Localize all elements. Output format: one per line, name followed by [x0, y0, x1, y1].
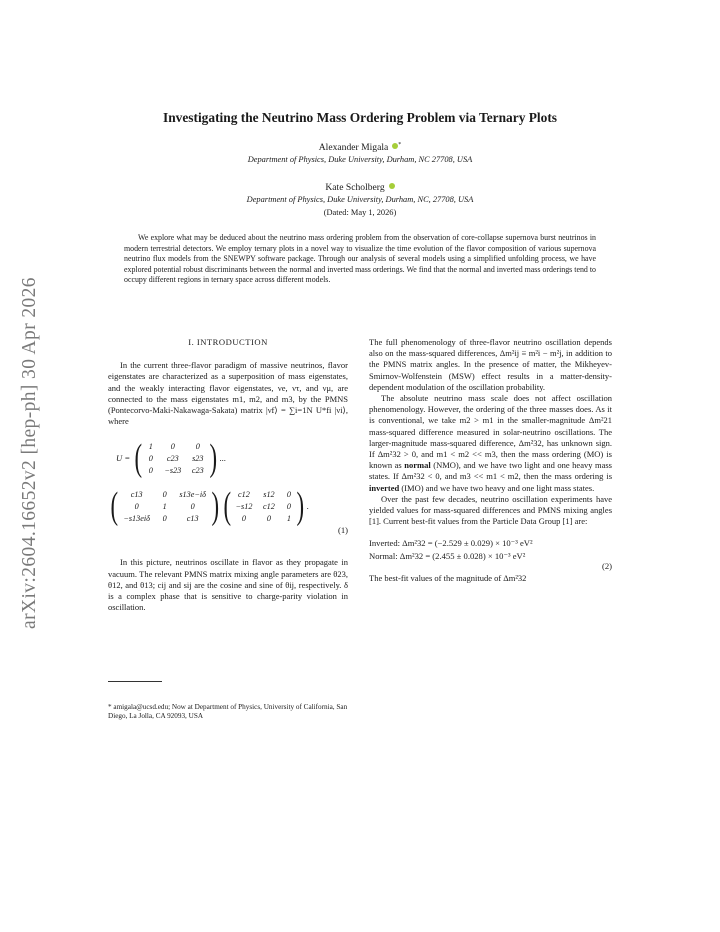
equation-2: [369, 537, 612, 572]
right-paragraph-4: The best-fit values of the magnitude of Δm²32: [369, 573, 527, 584]
matrix-13: c13 0 s13e−iδ 0 1 0 −s13eiδ 0 c13: [123, 489, 206, 524]
author-name: Alexander Migala: [318, 142, 389, 154]
arxiv-stamp: [10, 0, 50, 932]
right-paragraph-2: The absolute neutrino mass scale does not affect oscillation phenomenology. However, the ordering of the three masses does. As it is conventional, we take m2 > m1 in the smaller-magnitude Δm²21 mass-squared difference measured in solar-neutrino oscillations. The larger-magnitude mass-squared difference, Δm²32, has unknown sign. If Δm²32 > 0, and m1 < m2 << m3, then the mass ordering (MO) is known as normal (NMO), and we have two light and one heavy mass states. If Δm²32 < 0, and m3 << m1 < m2, then the mass ordering is inverted (IMO) and we have two heavy and one light mass states.: [369, 393, 612, 493]
arxiv-id: arXiv:2604.16652v2 [hep-ph] 30 Apr 2026: [19, 277, 40, 629]
paper-title: Investigating the Neutrino Mass Ordering Problem via Ternary Plots: [162, 110, 557, 125]
footnote: * amigala@ucsd.edu; Now at Department of Physics, University of California, San Diego, La Jolla, CA 92093, USA: [108, 703, 348, 721]
author-marker: *: [398, 142, 402, 148]
eq2-inverted: Inverted: Δm²32 = (−2.529 ± 0.029) × 10⁻³ eV²: [369, 538, 533, 549]
affiliation-1: Department of Physics, Duke University, Durham, NC 27708, USA: [247, 155, 473, 164]
section-heading: I. INTRODUCTION: [188, 337, 268, 347]
date-line: (Dated: May 1, 2026): [323, 208, 397, 217]
intro-paragraph-1: In the current three-flavor paradigm of massive neutrinos, flavor eigenstates are characterized as a superposition of mass eigenstates, and the weakly interacting flavor eigenstates, νe, ντ, and νμ, are connected to the mass eigenstates m1, m2, and m3, by the PMNS (Pontecorvo-Maki-Nakawaga-Sakata) matrix |νf⟩ = ∑i=1N U*fi |νi⟩, where: [108, 360, 348, 427]
matrix-label: U =: [116, 452, 131, 463]
right-column: [369, 337, 612, 585]
matrix-dots: ...: [219, 452, 226, 463]
right-paragraph-1: The full phenomenology of three-flavor neutrino oscillation depends also on the mass-squared differences, Δm²ij ≡ m²i − m²j, in addition to the PMNS matrix angles. In the presence of matter, the Mikheyev-Smirnov-Wolfenstein (MSW) effect results in a matter-density-dependent modulation of the oscillation probability.: [369, 337, 612, 392]
equation-1: U = ( 1 0 0 0 c23 s23 0 −s23 c23 ) ... ( c13 0 s13e−iδ 0 1 0 −s13eiδ 0 c13 ) ( c12 s12 0 −s12 c12 0 0 0 1 ) . (1): [110, 437, 348, 536]
author-name: Kate Scholberg: [325, 182, 385, 193]
eq2-normal: Normal: Δm²32 = (2.455 ± 0.028) × 10⁻³ eV²: [369, 551, 526, 562]
equation-number: (2): [601, 561, 612, 572]
inverted-term: inverted: [369, 482, 400, 493]
matrix-12: c12 s12 0 −s12 c12 0 0 0 1: [235, 489, 292, 524]
right-paragraph-3: Over the past few decades, neutrino oscillation experiments have yielded values for mass-squared differences and PMNS mixing angles [1]. Current best-fit values from the Particle Data Group [1] are:: [369, 493, 612, 527]
orcid-icon[interactable]: [389, 183, 395, 189]
left-column: [108, 337, 348, 613]
intro-paragraph-2: In this picture, neutrinos oscillate in flavor as they propagate in vacuum. The relevant PMNS matrix mixing angle parameters are θ23, θ12, and θ13; cij and sij are the cosine and sine of θij, respectively. δ is a complex phase that is sensitive to charge-parity violation in oscillation.: [108, 557, 348, 613]
abstract: We explore what may be deduced about the neutrino mass ordering problem from the observation of core-collapse supernova burst neutrinos in modern terrestrial detectors. We employ ternary plots in a novel way to visualize the time evolution of the flavor composition of various supernova neutrino flux models from the SNEWPY software package. Through our analysis of several models using a simplified unfolding process, we have explored potential robust discriminants between the normal and inverted mass orderings. We find that the normal and inverted mass orderings tend to occupy different regions in ternary space across different models.: [124, 233, 596, 285]
footnote-rule: [108, 681, 162, 682]
normal-term: normal: [404, 460, 431, 471]
equation-number: (1): [337, 525, 348, 536]
author-1: [100, 142, 620, 153]
affiliation-2: Department of Physics, Duke University, Durham, NC, 27708, USA: [246, 195, 474, 204]
matrix-23: 1 0 0 0 c23 s23 0 −s23 c23: [148, 441, 204, 476]
author-2: [100, 182, 620, 193]
